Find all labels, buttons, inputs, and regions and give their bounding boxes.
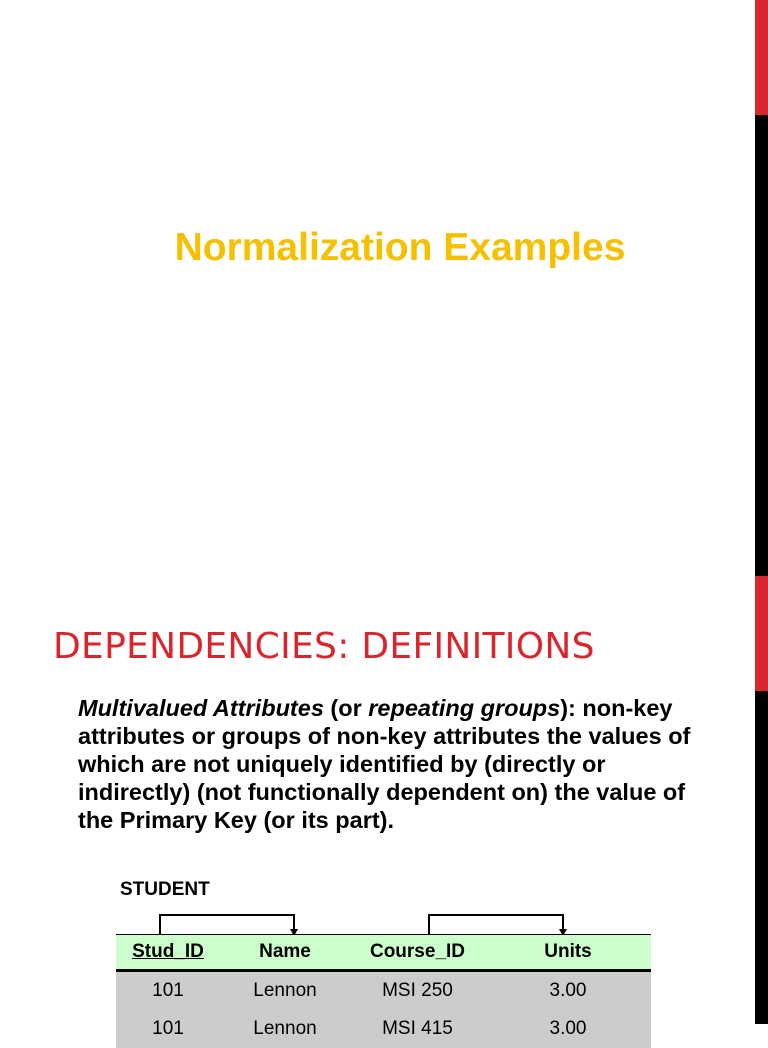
paren-open: (or xyxy=(323,695,369,721)
cell-stud-id: 101 xyxy=(116,971,220,1011)
cell-units: 3.00 xyxy=(485,971,651,1011)
cell-units: 3.00 xyxy=(485,1010,651,1048)
header-course-id: Course_ID xyxy=(350,935,485,971)
dependency-arrow-studid-name xyxy=(160,915,294,934)
slide-title: Normalization Examples xyxy=(174,226,626,269)
dependency-arrow-courseid-units xyxy=(429,915,563,934)
side-bar-red xyxy=(755,0,768,115)
definition-rest: ): non-key attributes or groups of non-key attributes the values of which are not uniquely identified by (directly or indirectly) (not functionally dependent on) the value of the Primary Key (or its part). xyxy=(78,695,691,833)
header-name: Name xyxy=(220,935,350,971)
side-bar-black xyxy=(755,115,768,576)
table-header-row xyxy=(116,935,651,971)
slide-heading: DEPENDENCIES: DEFINITIONS xyxy=(53,626,595,667)
header-units: Units xyxy=(485,935,651,971)
definitions-slide xyxy=(0,576,768,1039)
cell-course-id: MSI 415 xyxy=(350,1010,485,1048)
cell-course-id: MSI 250 xyxy=(350,971,485,1011)
student-table xyxy=(116,934,651,1048)
table-row xyxy=(116,1010,651,1048)
table-row xyxy=(116,971,651,1011)
cell-name: Lennon xyxy=(220,971,350,1011)
cell-stud-id: 101 xyxy=(116,1010,220,1048)
term-multivalued: Multivalued Attributes xyxy=(78,695,324,721)
term-repeating-groups: repeating groups xyxy=(368,695,561,721)
table-label: STUDENT xyxy=(120,879,210,900)
header-stud-id: Stud_ID xyxy=(116,935,220,971)
cell-name: Lennon xyxy=(220,1010,350,1048)
